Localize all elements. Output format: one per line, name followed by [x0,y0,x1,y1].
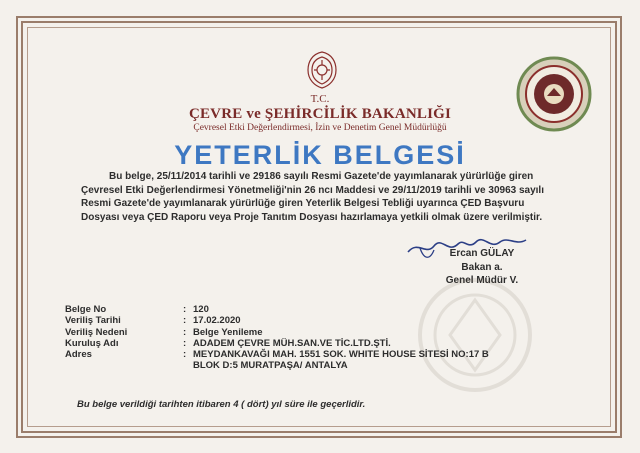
field-label: Belge No [65,304,107,315]
ministry-name: ÇEVRE ve ŞEHİRCİLİK BAKANLIĞI [188,106,452,122]
certificate-body-text: Bu belge, 25/11/2014 tarihli ve 29186 sayılı Resmi Gazete'de yayımlanarak yürürlüğe giren Çevresel Etki Değerlendirmesi Yönetmeliği'nin 26 ncı Maddesi ve 29/11/2019 tarihli ve 30963 sayılı Resmi Gazete'de yayımlanarak yürürlüğe giren Yeterlik Belgesi Tebliği uyarınca ÇED Başvuru Dosyası veya ÇED Raporu veya Proje Tanıtım Dosyası hazırlamaya yetkili olmak üzere verilmiştir. [81,171,544,223]
field-label: Adres [65,349,92,361]
field-value: Belge Yenileme [193,326,263,338]
field-row-kurulus-adi [65,338,535,349]
field-colon: : [183,337,187,349]
tc-label: T.C. [310,93,330,105]
field-label: Veriliş Tarihi [65,315,121,327]
field-row-belge-no [65,304,535,315]
field-label: Kuruluş Adı [65,337,119,349]
field-value: 120 [193,304,209,315]
signer-title-line2: Genel Müdür V. [445,275,519,286]
field-colon: : [183,349,187,361]
address-line-2: BLOK D:5 MURATPAŞA/ ANTALYA [193,360,348,372]
certificate-title: YETERLİK BELGESİ [174,140,466,170]
field-value: 17.02.2020 [193,315,241,327]
seal-icon [514,54,594,134]
field-row-verilis-nedeni [65,327,535,338]
signer-title-line1: Bakan a. [461,261,503,273]
signer-name: Ercan GÜLAY [449,248,515,259]
field-value: ADADEM ÇEVRE MÜH.SAN.VE TİC.LTD.ŞTİ. [193,337,391,349]
ministry-emblem-icon [302,48,342,90]
field-value: MEYDANKAVAĞI MAH. 1551 SOK. WHITE HOUSE SİTESİ NO:17 B [193,349,489,361]
field-colon: : [183,315,187,327]
field-label: Veriliş Nedeni [65,326,128,338]
field-colon: : [183,304,187,315]
certificate-fields [65,304,535,372]
validity-footer: Bu belge verildiği tarihten itibaren 4 ( dört) yıl süre ile geçerlidir. [77,399,366,410]
directorate-name: Çevresel Etki Değerlendirmesi, İzin ve Denetim Genel Müdürlüğü [193,123,447,133]
field-row-adres [65,349,535,360]
field-colon: : [183,326,187,338]
field-row-verilis-tarihi [65,315,535,326]
